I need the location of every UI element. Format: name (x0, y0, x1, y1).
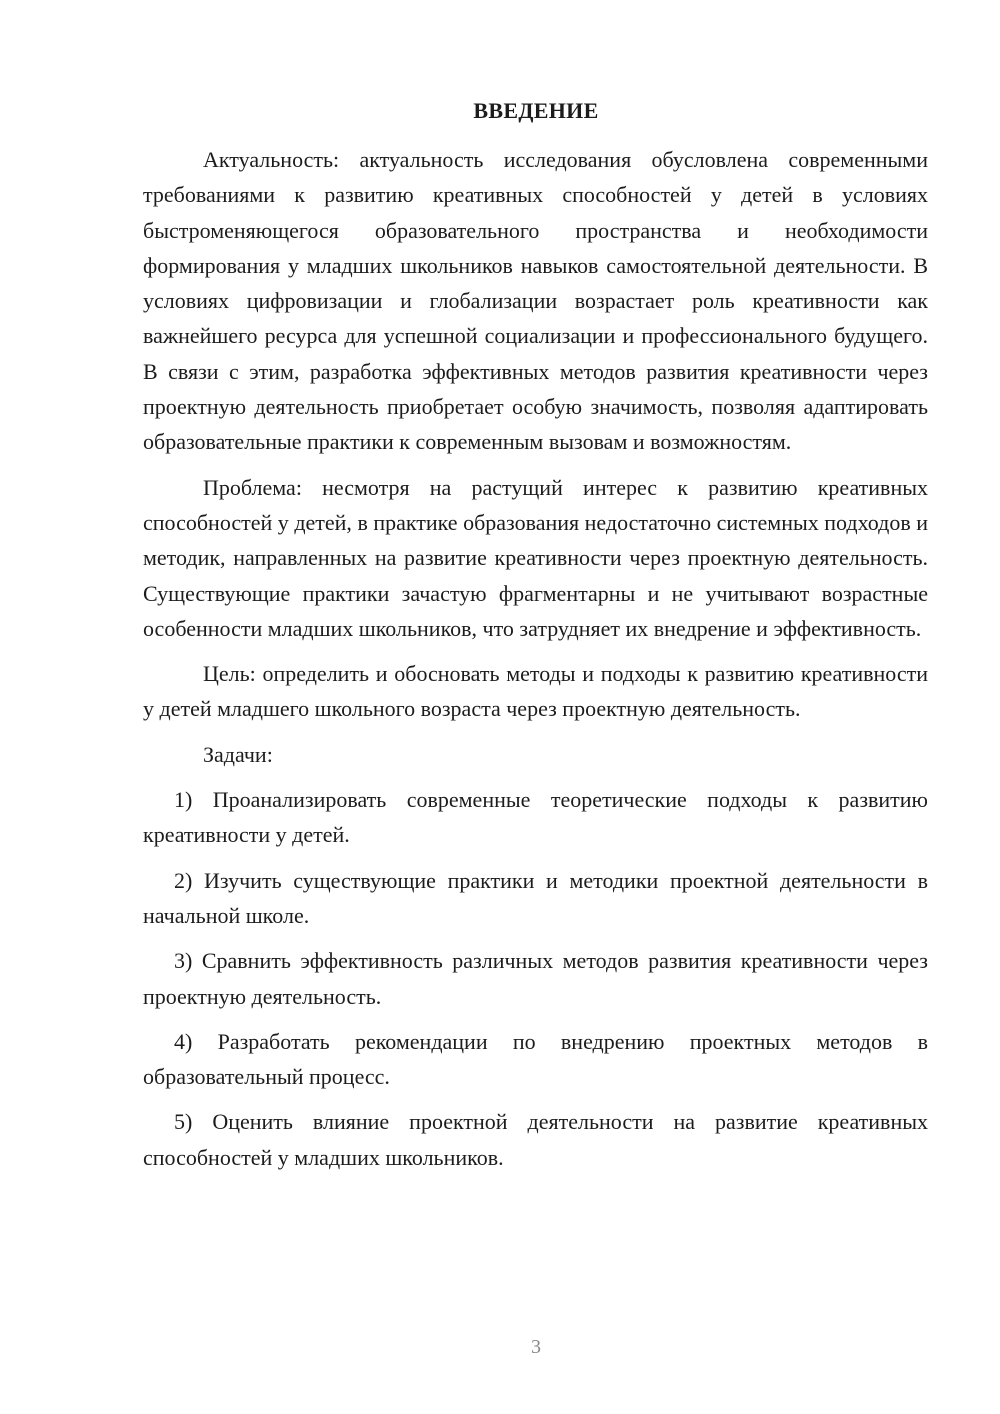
paragraph-problem: Проблема: несмотря на растущий интерес к развитию креативных способностей у детей, в практике образования недостаточно системных подходов и методик, направленных на развитие креативности через проектную деятельность. Существующие практики зачастую фрагментарны и не учитывают возрастные особенности младших школьников, что затрудняет их внедрение и эффективность. (143, 474, 928, 641)
paragraph-goal: Цель: определить и обосновать методы и подходы к развитию креативности у детей младшего школьного возраста через проектную деятельность. (143, 661, 928, 722)
task-item-3: 3) Сравнить эффективность различных методов развития креативности через проектную деятельность. (143, 948, 928, 1009)
task-item-4: 4) Разработать рекомендации по внедрению проектных методов в образовательный процесс. (143, 1028, 928, 1090)
task-item-5: 5) Оценить влияние проектной деятельности на развитие креативных способностей у младших школьников. (143, 1109, 928, 1170)
paragraph-tasks-label: Задачи: (203, 741, 273, 767)
task-item-1: 1) Проанализировать современные теоретические подходы к развитию креативности у детей. (143, 787, 928, 848)
page-number: 3 (531, 1336, 541, 1358)
body-text (143, 142, 928, 1175)
task-item-2: 2) Изучить существующие практики и методики проектной деятельности в начальной школе. (143, 867, 928, 928)
paragraph-relevance: Актуальность: актуальность исследования обусловлена современными требованиями к развитию креативных способностей у детей в условиях быстроменяющегося образовательного пространства и необходимости формирования у младших школьников навыков самостоятельной деятельности. В условиях цифровизации и глобализации возрастает роль креативности как важнейшего ресурса для успешной социализации и профессионального будущего. В связи с этим, разработка эффективных методов развития креативности через проектную деятельность приобретает особую значимость, позволяя адаптировать образовательные практики к современным вызовам и возможностям. (143, 147, 928, 455)
section-heading: ВВЕДЕНИЕ (473, 98, 599, 123)
